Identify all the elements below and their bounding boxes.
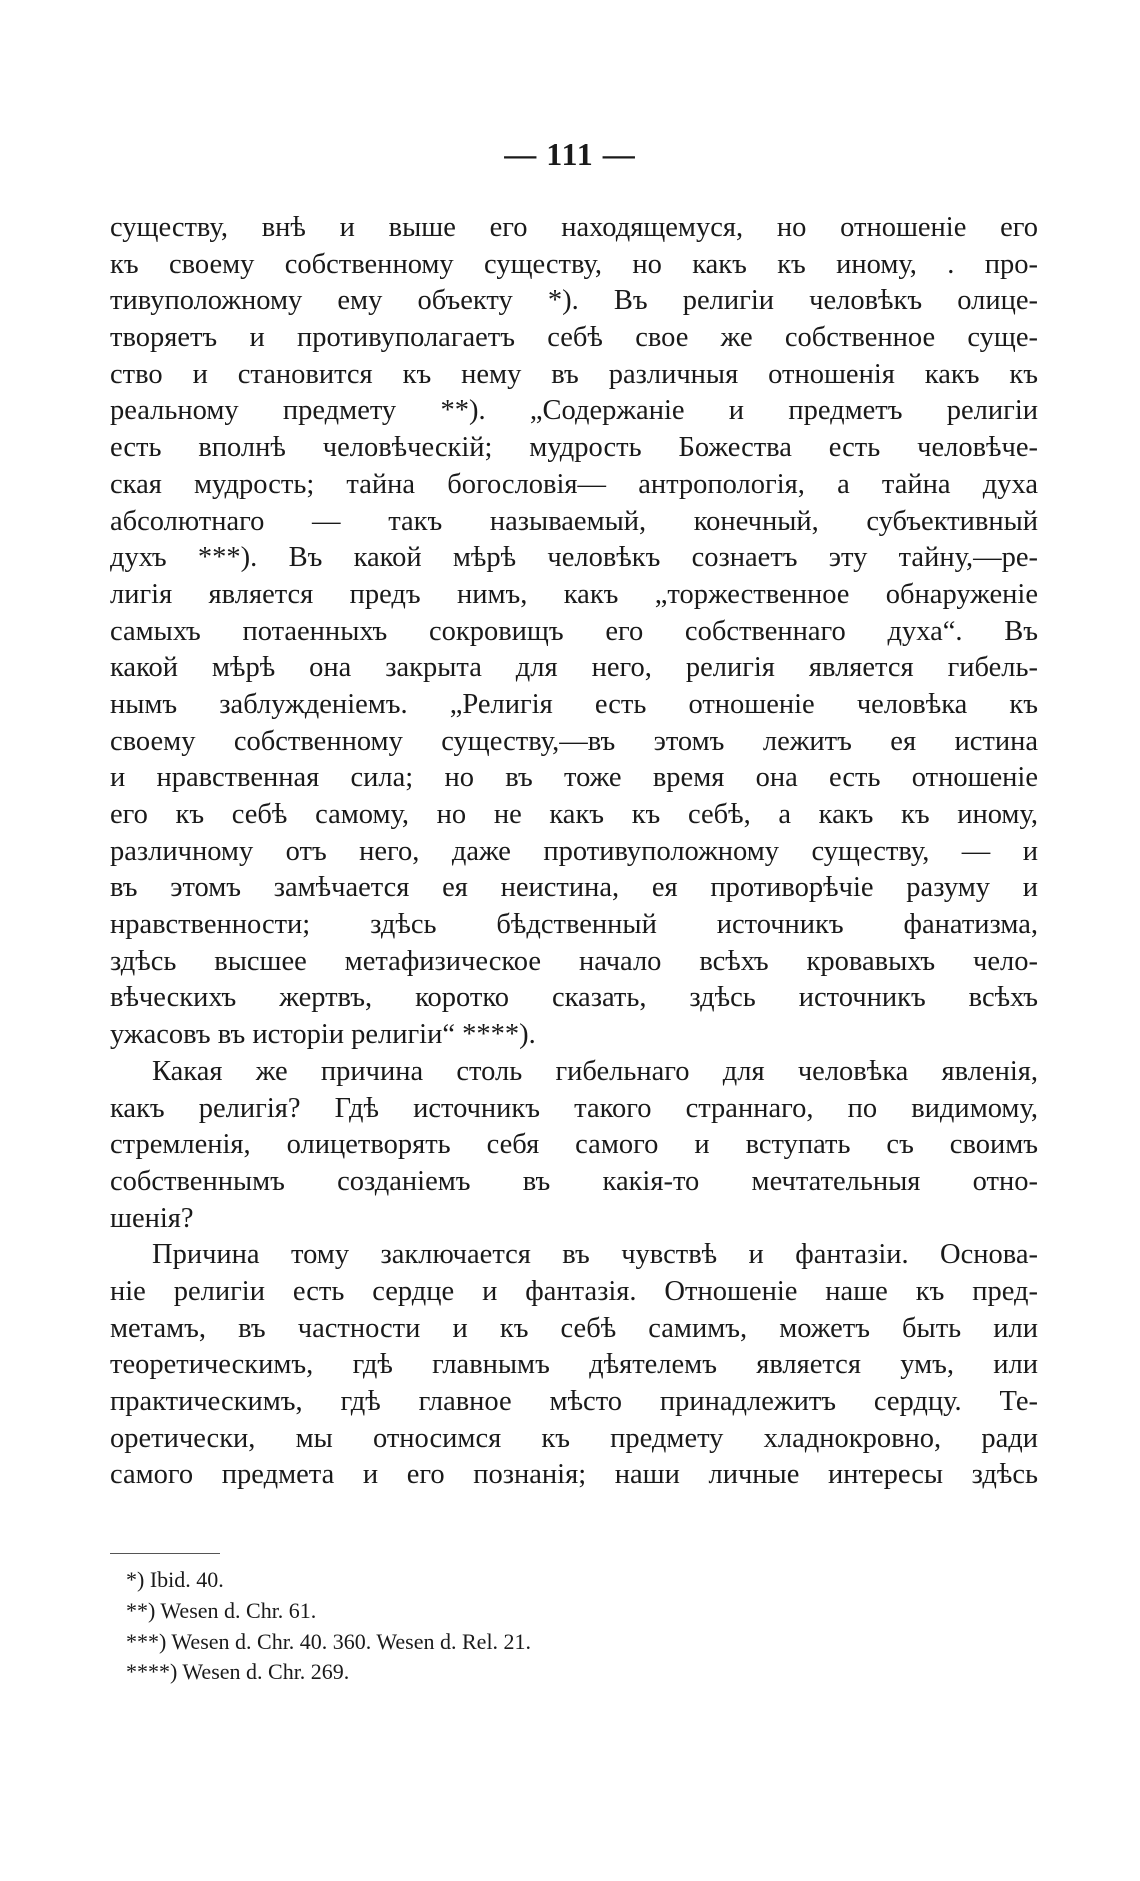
text-line: стремленія, олицетворять себя самого и вступать съ своимъ (110, 1129, 1038, 1161)
text-line: лигія является предъ нимъ, какъ „торжественное обнаруженіе (110, 578, 1038, 610)
text-line: различному отъ него, даже противуположному существу, — и (110, 835, 1038, 867)
text-line: своему собственному существу,—въ этомъ лежитъ ея истина (110, 725, 1038, 757)
footnote: ****) Wesen d. Chr. 269. (126, 1659, 350, 1685)
text-line: Какая же причина столь гибельнаго для человѣка явленія, (152, 1055, 1038, 1087)
text-line: практическимъ, гдѣ главное мѣсто принадлежитъ сердцу. Те- (110, 1386, 1038, 1417)
footnotes (126, 1565, 531, 1688)
page-number: — 111 — (504, 136, 636, 172)
footnote: **) Wesen d. Chr. 61. (126, 1597, 317, 1623)
text-line: ская мудрость; тайна богословія— антропологія, а тайна духа (110, 468, 1038, 500)
text-line: ство и становится къ нему въ различныя отношенія какъ къ (110, 358, 1038, 390)
text-line: метамъ, въ частности и къ себѣ самимъ, можетъ быть или (110, 1312, 1038, 1344)
text-line: есть вполнѣ человѣческій; мудрость Божества есть человѣче- (110, 432, 1038, 464)
footnote: ***) Wesen d. Chr. 40. 360. Wesen d. Rel. 21. (126, 1628, 532, 1654)
text-line: къ своему собственному существу, но какъ къ иному, . про- (110, 248, 1038, 280)
text-line: въ этомъ замѣчается ея неистина, ея противорѣчіе разуму и (110, 872, 1038, 904)
text-line: собственнымъ созданіемъ въ какія-то мечтательныя отно- (110, 1165, 1038, 1197)
text-line: какой мѣрѣ она закрыта для него, религія является гибель- (110, 652, 1038, 684)
footnote-separator (110, 1553, 220, 1554)
text-line: абсолютнаго — такъ называемый, конечный, субъективный (110, 505, 1038, 537)
text-line: и нравственная сила; но въ тоже время она есть отношеніе (110, 762, 1038, 794)
body-text (110, 210, 1038, 1494)
text-line: реальному предмету **). „Содержаніе и предметъ религіи (110, 395, 1038, 427)
text-line: вѣческихъ жертвъ, коротко сказать, здѣсь источникъ всѣхъ (110, 982, 1038, 1014)
footnote: *) Ibid. 40. (126, 1567, 224, 1592)
text-line: его къ себѣ самому, но не какъ къ себѣ, а какъ къ иному, (110, 799, 1038, 830)
text-line: ніе религіи есть сердце и фантазія. Отношеніе наше къ пред- (110, 1275, 1038, 1307)
text-line: какъ религія? Гдѣ источникъ такого страннаго, по видимому, (110, 1092, 1038, 1124)
text-line: самыхъ потаенныхъ сокровищъ его собственнаго духа“. Въ (110, 615, 1038, 647)
text-line: существу, внѣ и выше его находящемуся, но отношеніе его (110, 212, 1038, 243)
text-line: Причина тому заключается въ чувствѣ и фантазіи. Основа- (152, 1239, 1038, 1271)
text-line: самого предмета и его познанія; наши личные интересы здѣсь (110, 1459, 1038, 1491)
text-line: теоретическимъ, гдѣ главнымъ дѣятелемъ является умъ, или (110, 1349, 1038, 1381)
text-line: творяетъ и противуполагаетъ себѣ свое же собственное суще- (110, 322, 1038, 354)
text-line: шенія? (110, 1202, 194, 1234)
text-line: духъ ***). Въ какой мѣрѣ человѣкъ сознаетъ эту тайну,—ре- (110, 542, 1038, 574)
text-line: оретически, мы относимся къ предмету хладнокровно, ради (110, 1422, 1038, 1454)
text-line: ужасовъ въ исторіи религіи“ ****). (110, 1019, 536, 1051)
text-line: здѣсь высшее метафизическое начало всѣхъ кровавыхъ чело- (110, 945, 1038, 977)
text-line: тивуположному ему объекту *). Въ религіи человѣкъ олице- (110, 285, 1038, 317)
text-line: нравственности; здѣсь бѣдственный источникъ фанатизма, (110, 909, 1038, 941)
text-line: нымъ заблужденіемъ. „Религія есть отношеніе человѣка къ (110, 688, 1038, 720)
